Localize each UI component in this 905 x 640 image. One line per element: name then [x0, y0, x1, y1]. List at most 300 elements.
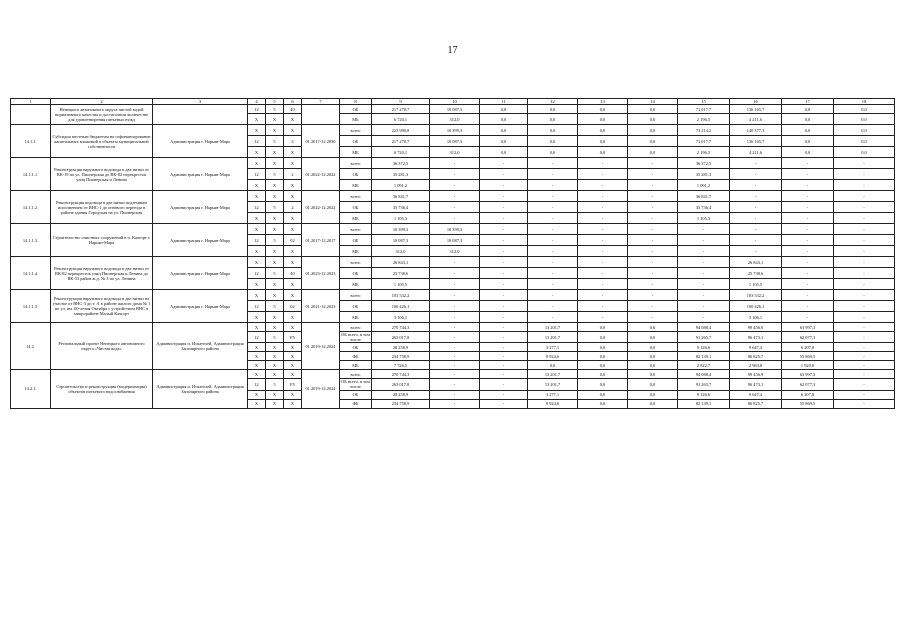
code-cell: X: [266, 180, 284, 191]
implementation-period: 01.2017-12.2017: [302, 224, 340, 257]
column-number: 18: [834, 99, 895, 105]
amount-cell: 1 105,3: [372, 213, 430, 224]
amount-cell: -: [430, 191, 480, 202]
code-cell: X: [248, 399, 266, 408]
code-cell: X: [266, 191, 284, 202]
column-number: 1: [11, 99, 51, 105]
amount-cell: -: [834, 213, 895, 224]
amount-cell: -: [782, 224, 834, 235]
amount-cell: 0,0: [628, 323, 678, 332]
amount-cell: -: [678, 257, 730, 268]
code-cell: X: [284, 343, 302, 352]
amount-cell: -: [678, 268, 730, 279]
code-cell: X: [248, 191, 266, 202]
funding-source: ФБ: [340, 399, 372, 408]
code-cell: X: [248, 114, 266, 125]
code-cell: X: [284, 312, 302, 323]
amount-cell: -: [578, 279, 628, 290]
amount-cell: -: [528, 202, 578, 213]
amount-cell: 0,0: [834, 105, 895, 114]
funding-source: ОБ: [340, 268, 372, 279]
amount-cell: -: [730, 180, 782, 191]
amount-cell: -: [834, 323, 895, 332]
amount-cell: -: [528, 268, 578, 279]
amount-cell: -: [834, 343, 895, 352]
amount-cell: 0,0: [578, 136, 628, 147]
amount-cell: -: [628, 257, 678, 268]
amount-cell: -: [834, 180, 895, 191]
amount-cell: 13 201,7: [528, 332, 578, 343]
amount-cell: -: [834, 224, 895, 235]
amount-cell: 1 091,2: [678, 180, 730, 191]
amount-cell: 99 456,9: [730, 323, 782, 332]
funding-source: всего: [340, 323, 372, 332]
amount-cell: 99 456,9: [730, 370, 782, 379]
code-cell: X: [266, 246, 284, 257]
amount-cell: 103 532,2: [372, 290, 430, 301]
amount-cell: 0,0: [578, 147, 628, 158]
code-cell: X: [284, 191, 302, 202]
code-cell: X: [248, 224, 266, 235]
amount-cell: -: [730, 191, 782, 202]
amount-cell: -: [430, 268, 480, 279]
code-cell: 12: [248, 379, 266, 390]
amount-cell: -: [628, 279, 678, 290]
funding-source: ОБ: [340, 202, 372, 213]
amount-cell: 0,0: [480, 147, 528, 158]
funding-source: всего: [340, 191, 372, 202]
amount-cell: 35 281,3: [678, 169, 730, 180]
amount-cell: -: [480, 246, 528, 257]
amount-cell: 62 077,3: [782, 379, 834, 390]
code-cell: X: [284, 125, 302, 136]
amount-cell: 0,0: [834, 114, 895, 125]
code-cell: 40: [284, 105, 302, 114]
amount-cell: 4 211,6: [730, 147, 782, 158]
responsible-executor: Администрация г. Нарьян-Мара: [153, 125, 248, 158]
amount-cell: -: [730, 213, 782, 224]
amount-cell: -: [834, 332, 895, 343]
item-number: 14.1.1.1.: [11, 158, 51, 191]
amount-cell: 26 843,1: [372, 257, 430, 268]
amount-cell: 10 087,3: [430, 105, 480, 114]
column-number: 17: [782, 99, 834, 105]
amount-cell: -: [480, 180, 528, 191]
amount-cell: -: [782, 312, 834, 323]
amount-cell: -: [834, 370, 895, 379]
amount-cell: 0,0: [628, 390, 678, 399]
amount-cell: -: [678, 312, 730, 323]
amount-cell: 0,0: [578, 343, 628, 352]
code-cell: X: [248, 279, 266, 290]
amount-cell: 3 106,1: [372, 312, 430, 323]
amount-cell: -: [480, 268, 528, 279]
amount-cell: 13 201,7: [528, 323, 578, 332]
amount-cell: 100 426,1: [372, 301, 430, 312]
amount-cell: -: [834, 169, 895, 180]
amount-cell: 82 139,1: [678, 399, 730, 408]
code-cell: X: [266, 399, 284, 408]
code-cell: X: [266, 352, 284, 361]
amount-cell: 3 277,1: [528, 390, 578, 399]
amount-cell: 223 990,8: [372, 125, 430, 136]
amount-cell: -: [480, 361, 528, 370]
item-name: Ненецкого автономного округа чистой водой нормативного качества и достаточном количестве для удовлетворения питьевых нужд: [51, 105, 153, 125]
amount-cell: -: [782, 235, 834, 246]
code-cell: X: [284, 158, 302, 169]
responsible-executor: Администрация г. Нарьян-Мара: [153, 257, 248, 290]
amount-cell: 9 647,4: [730, 343, 782, 352]
table-row: [11, 370, 895, 379]
amount-cell: 6 720,1: [372, 147, 430, 158]
funding-source: ОБ: [340, 235, 372, 246]
amount-cell: 1 091,2: [372, 180, 430, 191]
amount-cell: -: [528, 246, 578, 257]
amount-cell: -: [578, 158, 628, 169]
code-cell: X: [248, 257, 266, 268]
amount-cell: 55 869,5: [782, 352, 834, 361]
amount-cell: 28 258,9: [372, 343, 430, 352]
code-cell: X: [284, 323, 302, 332]
amount-cell: 1 920,0: [782, 361, 834, 370]
amount-cell: -: [628, 301, 678, 312]
amount-cell: 263 017,8: [372, 332, 430, 343]
amount-cell: 25 738,6: [730, 268, 782, 279]
amount-cell: 91 265,7: [678, 379, 730, 390]
code-cell: 5: [266, 301, 284, 312]
amount-cell: -: [528, 169, 578, 180]
code-cell: 12: [248, 235, 266, 246]
responsible-executor: [153, 105, 248, 125]
amount-cell: 0,0: [528, 125, 578, 136]
amount-cell: 86 825,7: [730, 399, 782, 408]
code-cell: 12: [248, 136, 266, 147]
table-row: [11, 105, 895, 114]
amount-cell: 2 196,5: [678, 147, 730, 158]
amount-cell: 35 281,3: [372, 169, 430, 180]
amount-cell: -: [578, 257, 628, 268]
page-number: 17: [447, 45, 458, 56]
amount-cell: 0,0: [628, 399, 678, 408]
amount-cell: -: [528, 180, 578, 191]
amount-cell: 234 758,9: [372, 352, 430, 361]
amount-cell: 63 997,3: [782, 323, 834, 332]
amount-cell: -: [430, 312, 480, 323]
amount-cell: 71 017,7: [678, 105, 730, 114]
amount-cell: 82 139,1: [678, 352, 730, 361]
funding-source: МБ: [340, 312, 372, 323]
column-number: 5: [266, 99, 284, 105]
funding-source: МБ: [340, 246, 372, 257]
amount-cell: -: [430, 399, 480, 408]
column-number: 14: [628, 99, 678, 105]
amount-cell: 0,0: [578, 332, 628, 343]
amount-cell: 9 126,6: [678, 343, 730, 352]
implementation-period: 01.2019-12.2024: [302, 370, 340, 408]
column-number: 3: [153, 99, 248, 105]
amount-cell: -: [782, 180, 834, 191]
amount-cell: 0,0: [628, 332, 678, 343]
amount-cell: 73 214,2: [678, 125, 730, 136]
code-cell: X: [284, 399, 302, 408]
amount-cell: -: [480, 279, 528, 290]
code-cell: X: [248, 213, 266, 224]
funding-source: МБ: [340, 213, 372, 224]
amount-cell: 0,0: [628, 361, 678, 370]
amount-cell: -: [628, 268, 678, 279]
column-number: 4: [248, 99, 266, 105]
amount-cell: 4 211,6: [730, 114, 782, 125]
amount-cell: 10 087,3: [430, 136, 480, 147]
amount-cell: 0,0: [834, 125, 895, 136]
code-cell: X: [284, 224, 302, 235]
code-cell: X: [266, 361, 284, 370]
amount-cell: -: [430, 202, 480, 213]
amount-cell: 36 841,7: [678, 191, 730, 202]
amount-cell: -: [628, 224, 678, 235]
item-number: 14.1.1.5.: [11, 290, 51, 323]
implementation-period: 01.2022-12.2022: [302, 191, 340, 224]
code-cell: X: [266, 323, 284, 332]
amount-cell: 0,0: [834, 136, 895, 147]
funding-source: ОБ: [340, 169, 372, 180]
amount-cell: -: [430, 379, 480, 390]
amount-cell: -: [430, 279, 480, 290]
amount-cell: -: [578, 224, 628, 235]
amount-cell: -: [834, 279, 895, 290]
amount-cell: -: [834, 399, 895, 408]
item-number: 14.1.1.: [11, 125, 51, 158]
amount-cell: -: [782, 213, 834, 224]
code-cell: F5: [284, 332, 302, 343]
amount-cell: 270 744,3: [372, 370, 430, 379]
amount-cell: 100 426,1: [730, 301, 782, 312]
amount-cell: -: [480, 301, 528, 312]
amount-cell: -: [834, 191, 895, 202]
funding-source: ОБ: [340, 136, 372, 147]
amount-cell: -: [834, 268, 895, 279]
amount-cell: -: [578, 312, 628, 323]
amount-cell: 3 106,1: [730, 312, 782, 323]
amount-cell: -: [480, 257, 528, 268]
code-cell: X: [284, 246, 302, 257]
amount-cell: 0,0: [782, 136, 834, 147]
amount-cell: -: [480, 323, 528, 332]
amount-cell: 96 473,1: [730, 332, 782, 343]
column-number: 7: [302, 99, 340, 105]
code-cell: X: [248, 246, 266, 257]
amount-cell: -: [578, 268, 628, 279]
amount-cell: -: [834, 390, 895, 399]
code-cell: X: [284, 147, 302, 158]
amount-cell: 9 924,6: [528, 399, 578, 408]
amount-cell: 6 207,8: [782, 390, 834, 399]
amount-cell: 96 473,1: [730, 379, 782, 390]
amount-cell: -: [782, 290, 834, 301]
code-cell: X: [248, 125, 266, 136]
item-number: 14.2.1.: [11, 370, 51, 408]
funding-source: МБ: [340, 147, 372, 158]
amount-cell: 0,0: [578, 399, 628, 408]
code-cell: X: [266, 147, 284, 158]
amount-cell: 263 017,8: [372, 379, 430, 390]
code-cell: X: [266, 213, 284, 224]
amount-cell: 0,0: [528, 136, 578, 147]
item-number: 14.2.: [11, 323, 51, 370]
code-cell: F5: [284, 379, 302, 390]
code-cell: 12: [248, 202, 266, 213]
amount-cell: 0,0: [628, 147, 678, 158]
amount-cell: 270 744,3: [372, 323, 430, 332]
code-cell: 5: [266, 202, 284, 213]
amount-cell: 9 647,4: [730, 390, 782, 399]
code-cell: X: [284, 361, 302, 370]
amount-cell: -: [678, 301, 730, 312]
code-cell: X: [248, 390, 266, 399]
amount-cell: -: [782, 268, 834, 279]
amount-cell: 1 105,3: [678, 213, 730, 224]
amount-cell: 217 270,7: [372, 136, 430, 147]
item-name: Реконструкция водовода в две нитки подземным исполнением от ВНС-1 до огневого переезда в районе здания Городская на ул. Пионерская: [51, 191, 153, 224]
amount-cell: 0,0: [480, 125, 528, 136]
column-number: 8: [340, 99, 372, 105]
code-cell: 40: [284, 268, 302, 279]
amount-cell: -: [480, 169, 528, 180]
implementation-period: 01.2017-12.2030: [302, 125, 340, 158]
column-number: 10: [430, 99, 480, 105]
amount-cell: -: [578, 213, 628, 224]
amount-cell: -: [834, 246, 895, 257]
amount-cell: -: [730, 235, 782, 246]
item-name: Реконструкция наружного водовода в две нитки от ВК-82 перекресток улиц Пионерская и Ленина до ВК-53 район ж.д. № 3 по ул. Ленина: [51, 257, 153, 290]
funding-source: МБ: [340, 279, 372, 290]
code-cell: X: [248, 343, 266, 352]
amount-cell: -: [430, 370, 480, 379]
amount-cell: 0,0: [528, 361, 578, 370]
column-number: 2: [51, 99, 153, 105]
amount-cell: -: [782, 257, 834, 268]
code-cell: X: [284, 180, 302, 191]
code-cell: X: [248, 361, 266, 370]
code-cell: X: [248, 290, 266, 301]
amount-cell: -: [628, 312, 678, 323]
funding-source: всего: [340, 158, 372, 169]
amount-cell: -: [430, 390, 480, 399]
item-name: Строительство очистных сооружений в п. Качгорт г. Нарьян-Мара: [51, 224, 153, 257]
code-cell: X: [266, 158, 284, 169]
amount-cell: -: [430, 343, 480, 352]
amount-cell: -: [678, 224, 730, 235]
amount-cell: 1 105,5: [372, 279, 430, 290]
code-cell: X: [284, 257, 302, 268]
amount-cell: -: [628, 235, 678, 246]
amount-cell: -: [430, 352, 480, 361]
code-cell: X: [284, 290, 302, 301]
responsible-executor: Администрация п. Искателей, Администрация Заполярного района: [153, 323, 248, 370]
code-cell: X: [266, 312, 284, 323]
amount-cell: -: [480, 224, 528, 235]
amount-cell: -: [528, 235, 578, 246]
column-number: 13: [578, 99, 628, 105]
code-cell: X: [266, 125, 284, 136]
amount-cell: 0,0: [628, 379, 678, 390]
amount-cell: -: [628, 158, 678, 169]
amount-cell: 1 105,5: [730, 279, 782, 290]
code-cell: 5: [266, 136, 284, 147]
amount-cell: 0,0: [628, 136, 678, 147]
amount-cell: -: [834, 312, 895, 323]
amount-cell: 7 726,5: [372, 361, 430, 370]
amount-cell: -: [430, 213, 480, 224]
amount-cell: -: [782, 158, 834, 169]
amount-cell: -: [834, 158, 895, 169]
amount-cell: 0,0: [628, 114, 678, 125]
amount-cell: -: [678, 246, 730, 257]
table-row: [11, 125, 895, 136]
funding-source: ОБ: [340, 390, 372, 399]
amount-cell: -: [834, 290, 895, 301]
code-cell: X: [284, 352, 302, 361]
amount-cell: -: [628, 191, 678, 202]
amount-cell: -: [480, 158, 528, 169]
item-number: 14.1.1.2.: [11, 191, 51, 224]
amount-cell: -: [730, 158, 782, 169]
amount-cell: 0,0: [578, 352, 628, 361]
amount-cell: 0,0: [782, 147, 834, 158]
amount-cell: -: [678, 235, 730, 246]
implementation-period: 01.2021-12.2023: [302, 290, 340, 323]
amount-cell: -: [782, 301, 834, 312]
amount-cell: -: [480, 390, 528, 399]
responsible-executor: Администрация г. Нарьян-Мара: [153, 158, 248, 191]
column-number: 12: [528, 99, 578, 105]
amount-cell: -: [628, 213, 678, 224]
funding-source: ОБ: [340, 343, 372, 352]
code-cell: X: [266, 370, 284, 379]
amount-cell: 0,0: [578, 323, 628, 332]
amount-cell: -: [528, 279, 578, 290]
amount-cell: -: [430, 257, 480, 268]
column-number: 6: [284, 99, 302, 105]
code-cell: 12: [248, 332, 266, 343]
amount-cell: -: [480, 352, 528, 361]
responsible-executor: Администрация г. Нарьян-Мара: [153, 290, 248, 323]
responsible-executor: Администрация г. Нарьян-Мара: [153, 191, 248, 224]
amount-cell: 10 087,3: [372, 235, 430, 246]
amount-cell: -: [528, 290, 578, 301]
amount-cell: 13 201,7: [528, 370, 578, 379]
code-cell: X: [284, 279, 302, 290]
code-cell: 02: [284, 235, 302, 246]
amount-cell: 0,0: [782, 114, 834, 125]
amount-cell: 0,0: [480, 136, 528, 147]
amount-cell: 86 825,7: [730, 352, 782, 361]
amount-cell: 140 377,3: [730, 125, 782, 136]
item-number: [11, 105, 51, 125]
amount-cell: -: [480, 202, 528, 213]
code-cell: X: [248, 312, 266, 323]
table-row: [11, 191, 895, 202]
item-number: 14.1.1.3.: [11, 224, 51, 257]
amount-cell: -: [730, 224, 782, 235]
code-cell: X: [248, 158, 266, 169]
code-cell: X: [284, 213, 302, 224]
funding-source: всего: [340, 257, 372, 268]
amount-cell: -: [834, 361, 895, 370]
amount-cell: 312,0: [372, 246, 430, 257]
amount-cell: -: [528, 213, 578, 224]
amount-cell: 9 924,6: [528, 352, 578, 361]
